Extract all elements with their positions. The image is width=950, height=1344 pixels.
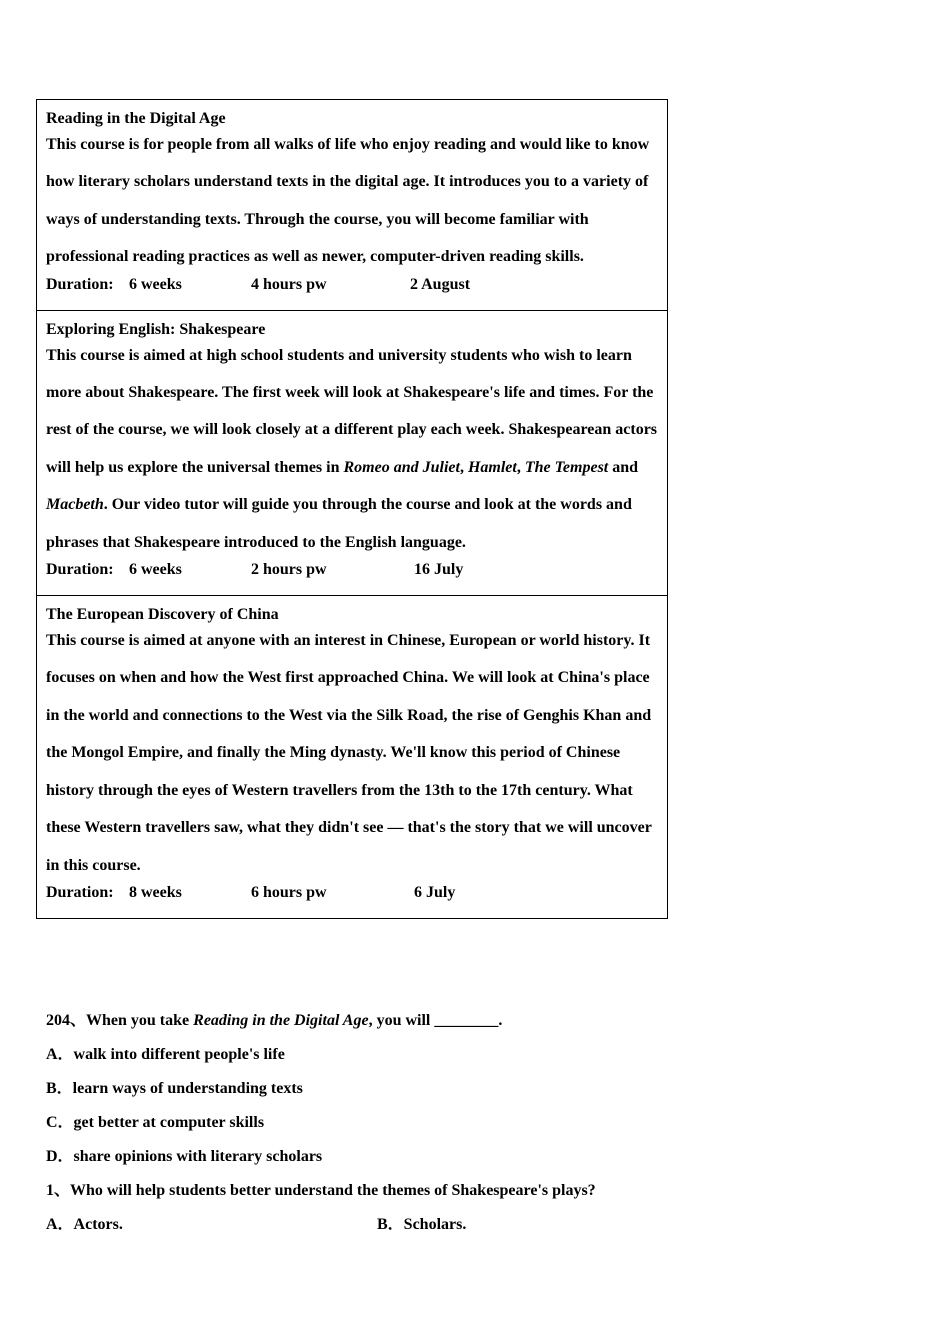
duration-label: Duration:	[46, 561, 114, 579]
course-duration	[46, 559, 659, 581]
course-duration	[46, 882, 659, 904]
italic-title: Macbeth	[46, 496, 104, 514]
duration-label: Duration:	[46, 883, 114, 901]
duration-weeks: 6 weeks	[129, 275, 182, 293]
option-a: A．walk into different people's life	[46, 1046, 285, 1063]
duration-start: 2 August	[410, 275, 471, 293]
course-block	[37, 100, 667, 311]
italic-title: Romeo and Juliet	[343, 458, 460, 476]
duration-label: Duration:	[46, 275, 114, 293]
italic-title: The Tempest	[524, 458, 609, 476]
course-block	[37, 596, 667, 918]
description-text: and	[608, 458, 639, 476]
description-text: This course is aimed at anyone with an interest in Chinese, European or world history. It focuses on when and how the West first approached China. We will look at China's place in the world and connections to the West via the Silk Road, the rise of Genghis Khan and the Mongol Empire, and finally the Ming dynasty. We'll know this period of Chinese history through the eyes of Western travellers from the 13th to the 17th century. What these Western travellers saw, what they didn't see — that's the story that we will uncover in this course.	[46, 632, 652, 874]
description-text: This course is aimed at high school students and university students who wish to learn more about Shakespeare. The first week will look at Shakespeare's life and times. For the rest of the course, we will look closely at a different play each week. Shakespearean actors will help us explore the universal themes in	[46, 346, 658, 476]
duration-hours: 2 hours pw	[251, 561, 327, 579]
description-text: ,	[459, 458, 468, 476]
duration-hours: 6 hours pw	[251, 883, 327, 901]
course-description	[46, 126, 659, 276]
description-text: This course is for people from all walks of life who enjoy reading and would like to know how literary scholars understand texts in the digital age. It introduces you to a variety of ways of understanding texts. Through the course, you will become familiar with professional reading practices as well as newer, computer-driven reading skills.	[46, 136, 650, 266]
course-title: Exploring English: Shakespeare	[46, 320, 266, 338]
course-block	[37, 311, 667, 596]
description-text: ,	[516, 458, 525, 476]
option-b: B．learn ways of understanding texts	[46, 1080, 303, 1097]
course-description	[46, 337, 659, 561]
italic-title: Hamlet	[467, 458, 517, 476]
duration-weeks: 6 weeks	[129, 561, 182, 579]
option-d: D．share opinions with literary scholars	[46, 1148, 323, 1165]
duration-start: 16 July	[414, 561, 464, 579]
duration-start: 6 July	[414, 883, 456, 901]
course-description	[46, 622, 659, 884]
course-duration	[46, 274, 659, 296]
course-title: The European Discovery of China	[46, 606, 279, 624]
duration-weeks: 8 weeks	[129, 883, 182, 901]
question-1-stem: 1、Who will help students better understand the themes of Shakespeare's plays?	[46, 1182, 596, 1199]
option-c: C．get better at computer skills	[46, 1114, 265, 1131]
q1-option-b: B．Scholars.	[377, 1216, 467, 1233]
question-204-stem: 204、When you take Reading in the Digital Age, you will ________.	[46, 1012, 503, 1029]
q1-option-a: A．Actors.	[46, 1216, 123, 1233]
duration-hours: 4 hours pw	[251, 275, 327, 293]
course-title: Reading in the Digital Age	[46, 110, 226, 127]
description-text: . Our video tutor will guide you through the course and look at the words and phrases that Shakespeare introduced to the English language.	[46, 496, 632, 551]
course-table	[36, 99, 668, 919]
